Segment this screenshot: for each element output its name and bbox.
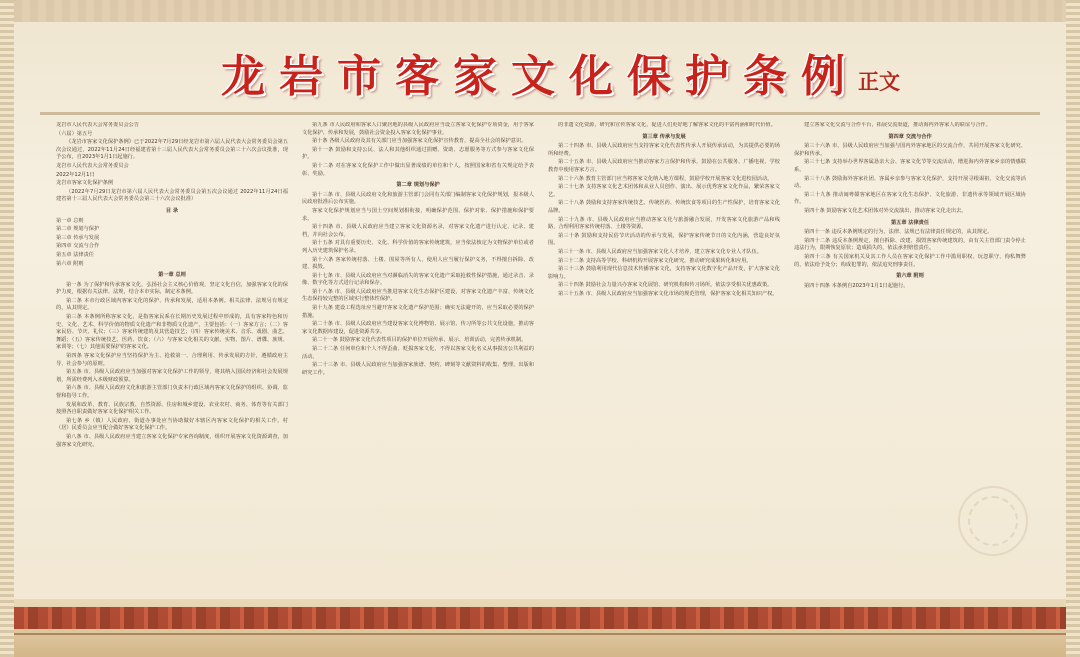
document-title: 龙岩市客家文化保护条例 <box>221 51 859 102</box>
paragraph: 第四十条 鼓励客家文化艺术团体对外交流演出，推动客家文化走出去。 <box>804 207 967 214</box>
paragraph: 第三条 本条例所称客家文化，是指客家民系在长期历史发展过程中形成的，具有客家特色和历史、文化、艺术、科学价值的物质文化遗产和非物质文化遗产，主要包括：（一）客家方言；（二）客家民俗、节庆、礼仪；（三）客家传统建筑及其营造技艺；（四）客家传统美术、音乐、戏剧、曲艺、舞蹈；（五）客家传统技艺、医药、饮食；（六）与客家文化相关的文献、实物、图片、谱牒、族规、家训等；（七）其他需要保护的客家文化。 <box>56 314 288 351</box>
paragraph: 第三十八条 鼓励海外客家社团、客属乡亲参与客家文化保护，支持开展寻根谒祖、文化交流等活动。 <box>794 175 1026 190</box>
paragraph: 第三章 传承与发展 <box>56 234 100 241</box>
paragraph: 第十条 各级人民政府及其有关部门应当加强客家文化保护宣传教育，提高全社会的保护意识。 <box>312 138 527 145</box>
paragraph: 第十四条 市、县级人民政府应当建立客家文化资源名录，对客家文化遗产进行认定、记录、建档，并向社会公布。 <box>302 224 534 238</box>
text-column-1 <box>56 122 288 600</box>
paragraph: 第二十条 市、县级人民政府应当建设客家文化博物馆、展示馆、传习所等公共文化设施，推动客家文化数据库建设，促进资源共享。 <box>302 321 534 335</box>
paragraph: 第二十九条 市、县级人民政府应当推动客家文化与旅游融合发展，开发客家文化旅游产品和线路，合理利用客家传统村落、土楼等资源。 <box>548 216 780 231</box>
decorative-seal-icon <box>958 486 1028 556</box>
paragraph: 客家文化保护规划应当与国土空间规划相衔接，明确保护范围、保护对象、保护措施和保护要求。 <box>302 207 534 222</box>
paragraph: （六届）第五号 <box>56 130 93 137</box>
paragraph: 第四十三条 有关国家机关及其工作人员在客家文化保护工作中滥用职权、玩忽职守、徇私舞弊的，依法给予处分；构成犯罪的，依法追究刑事责任。 <box>794 253 1026 268</box>
paragraph: 第十五条 对具有重要历史、文化、科学价值的客家传统建筑，应当依法核定为文物保护单位或者列入历史建筑保护名录。 <box>302 240 534 254</box>
paragraph: 第四章 交流与合作 <box>56 243 100 250</box>
paragraph: 建立客家文化交流与合作平台，拓展交流渠道，推动海内外客家人的联谊与合作。 <box>804 122 991 128</box>
paragraph: 《龙岩市客家文化保护条例》已于2022年7月29日经龙岩市第六届人民代表大会常务委员会第五次会议通过，2022年11月24日经福建省第十三届人民代表大会常务委员会第三十六次会议批准，现予公布，自2023年1月1日起施行。 <box>56 139 288 161</box>
paragraph: 第三十四条 鼓励社会力量兴办客家文化展馆、研究机构和传习场所，依法享受相关优惠政策。 <box>558 282 773 289</box>
paragraph: 第九条 市人民政府和客家人口聚居地的县级人民政府应当设立客家文化保护专项资金，用于客家文化保护、传承和发展，鼓励社会资金投入客家文化保护事业。 <box>302 122 534 136</box>
paragraph: 第二十五条 市、县级人民政府应当推动客家方言保护和传承，鼓励在公共服务、广播电视、学校教育中使用客家方言。 <box>548 159 780 173</box>
paragraph: 第十二条 对在客家文化保护工作中做出显著成绩的单位和个人，按照国家和省有关规定给予表彰、奖励。 <box>302 162 534 177</box>
text-columns <box>56 122 1026 600</box>
paragraph: 龙岩市客家文化保护条例 <box>56 180 114 187</box>
paragraph: 第一章 总则 <box>56 217 84 224</box>
paragraph: 第二条 本市行政区域内客家文化的保护、传承和发展，适用本条例。相关法律、法规另有规定的，从其规定。 <box>56 297 288 312</box>
paragraph: 第三十二条 支持高等学校、科研机构开展客家文化研究，推动研究成果转化和应用。 <box>558 257 752 264</box>
footer-rule <box>14 633 1066 635</box>
paragraph: （2022年7月29日龙岩市第六届人民代表大会常务委员会第五次会议通过 2022年11月24日福建省第十三届人民代表大会常务委员会第三十六次会议批准） <box>56 188 288 203</box>
paragraph: 第二十二条 任何单位和个人不得歪曲、贬损客家文化，不得以客家文化名义从事损害公共利益的活动。 <box>302 346 534 360</box>
chapter-heading: 第四章 交流与合作 <box>888 133 932 140</box>
paragraph: 第二十一条 鼓励客家文化代表性项目的保护单位开展传承、展示、培训活动，完善传承机制。 <box>312 337 527 344</box>
paragraph: 第十九条 建设工程选址应当避开客家文化遗产保护范围；确实无法避开的，应当采取必要的保护措施。 <box>302 305 534 319</box>
chapter-heading: 第一章 总则 <box>158 272 186 279</box>
paragraph: 第三十七条 支持举办世界客属恳亲大会、客家文化节等交流活动，增进海内外客家乡亲的情感联系。 <box>794 159 1026 173</box>
paragraph: 第十六条 客家传统村落、土楼、围屋等所有人、使用人应当履行保护义务，不得擅自拆除、改建、损毁。 <box>302 256 534 271</box>
paragraph: 第十八条 市、县级人民政府应当推进客家文化生态保护区建设，对客家文化遗产丰富、传统文化生态保持较完整的区域实行整体性保护。 <box>302 288 534 303</box>
paragraph: 第十三条 市、县级人民政府文化和旅游主管部门会同有关部门编制客家文化保护规划，报本级人民政府批准后公布实施。 <box>302 191 534 206</box>
paragraph: 第一条 为了保护和传承客家文化，弘扬社会主义核心价值观，坚定文化自信，加强客家文化的保护力度，根据有关法律、法规，结合本市实际，制定本条例。 <box>56 281 288 296</box>
paragraph: 2022年12月1日 <box>56 171 95 178</box>
paragraph: 第四十二条 违反本条例规定，擅自拆除、改建、损毁客家传统建筑的，由有关主管部门责令停止违法行为，限期恢复原状；造成损失的，依法承担赔偿责任。 <box>794 237 1026 252</box>
paragraph: 第五章 法律责任 <box>56 251 94 258</box>
paragraph: 龙岩市人民代表大会常务委员会 <box>56 162 129 169</box>
paragraph: 第三十六条 市、县级人民政府应当加强与国内外客家地区的交流合作，共同开展客家文化研究、保护和传承。 <box>794 143 1026 157</box>
paragraph: 第八条 市、县级人民政府应当建立客家文化保护专家咨询制度，组织开展客家文化资源调查，加强客家文化研究。 <box>56 433 288 448</box>
paragraph: 第二十八条 鼓励和支持客家传统技艺、传统医药、传统饮食等项目的生产性保护，培育客家文化品牌。 <box>548 200 780 214</box>
paragraph: 第四条 客家文化保护应当坚持保护为主、抢救第一、合理利用、传承发展的方针，遵循政府主导、社会参与的原则。 <box>56 353 288 367</box>
paragraph: 第六条 市、县级人民政府文化和旅游主管部门负责本行政区域内客家文化保护的组织、协调、监督和指导工作。 <box>56 385 288 399</box>
paragraph: 第三十五条 市、县级人民政府应当加强客家文化市场的规范管理，保护客家文化相关知识产权。 <box>558 290 778 297</box>
paragraph: 第四十一条 违反本条例规定的行为，法律、法规已有法律责任规定的，从其规定。 <box>804 229 993 236</box>
text-column-2 <box>302 122 534 600</box>
footer-decoration <box>14 599 1066 657</box>
paragraph: 发展和改革、教育、民族宗教、自然资源、住房和城乡建设、农业农村、商务、体育等有关部门按照各自职责做好客家文化保护相关工作。 <box>56 401 288 416</box>
paragraph: 第六章 附则 <box>56 260 84 267</box>
paragraph: 第十一条 鼓励和支持公民、法人和其他组织通过捐赠、资助、志愿服务等方式参与客家文化保护。 <box>302 146 534 161</box>
paragraph: 第二十四条 市、县级人民政府应当支持客家文化代表性传承人开展传承活动，为其提供必要的场所和经费。 <box>548 143 780 157</box>
document-subtitle: 正文 <box>858 70 900 94</box>
chapter-heading: 第二章 规划与保护 <box>396 182 440 189</box>
chapter-heading: 第六章 附则 <box>896 273 924 280</box>
paragraph: 第二章 规划与保护 <box>56 226 100 233</box>
paragraph: 第七条 乡（镇）人民政府、街道办事处应当协助做好本辖区内客家文化保护的相关工作。村（居）民委员会应当配合做好客家文化保护工作。 <box>56 417 288 432</box>
paragraph: 第五条 市、县级人民政府应当加强对客家文化保护工作的领导，将其纳入国民经济和社会发展规划，所需经费列入本级财政预算。 <box>56 369 288 383</box>
chapter-heading: 第五章 法律责任 <box>890 219 930 226</box>
paragraph: 第三十条 鼓励和支持民俗节庆活动的传承与发展，保护客家传统节日的文化内涵，营造良好氛围。 <box>548 232 780 247</box>
chapter-heading: 目 录 <box>165 207 179 214</box>
paragraph: 第二十七条 支持客家文化艺术团体和从业人员创作、演出、展示优秀客家文化作品，繁荣客家文艺。 <box>548 184 780 198</box>
chapter-heading: 第三章 传承与发展 <box>642 133 686 140</box>
top-border-decoration <box>14 0 1066 22</box>
paragraph: 第二十三条 市、县级人民政府应当加强客家族谱、契约、碑刻等文献资料的收集、整理、出版和研究工作。 <box>302 362 534 376</box>
title-divider <box>40 112 1040 115</box>
paragraph: 第二十六条 教育主管部门应当将客家文化纳入地方课程，鼓励学校开展客家文化进校园活动。 <box>558 175 773 182</box>
paragraph: 第三十三条 鼓励利用现代信息技术传播客家文化，支持客家文化数字化产品开发，扩大客家文化影响力。 <box>548 266 780 280</box>
paragraph: 第三十九条 推动闽粤赣客家地区在客家文化生态保护、文化旅游、非遗传承等领域开展区域协作。 <box>794 191 1026 206</box>
paragraph: 第四十四条 本条例自2023年1月1日起施行。 <box>804 282 909 289</box>
paragraph: 第十七条 市、县级人民政府应当对濒临消失的客家文化遗产采取抢救性保护措施，通过录音、录像、数字化等方式进行记录和保存。 <box>302 272 534 287</box>
text-column-3 <box>548 122 780 600</box>
footer-pattern-band <box>14 607 1066 629</box>
paragraph: 第三十一条 市、县级人民政府应当加强客家文化人才培养，建立客家文化专业人才队伍。 <box>558 248 762 255</box>
paragraph: 龙岩市人民代表大会常务委员会公告 <box>56 122 140 128</box>
paragraph: 的非遗文化资源，研究和宣传客家文化，促进人们更好地了解客家文化的丰富内涵和时代价值。 <box>558 122 776 128</box>
seal-inner-ring <box>968 496 1018 546</box>
